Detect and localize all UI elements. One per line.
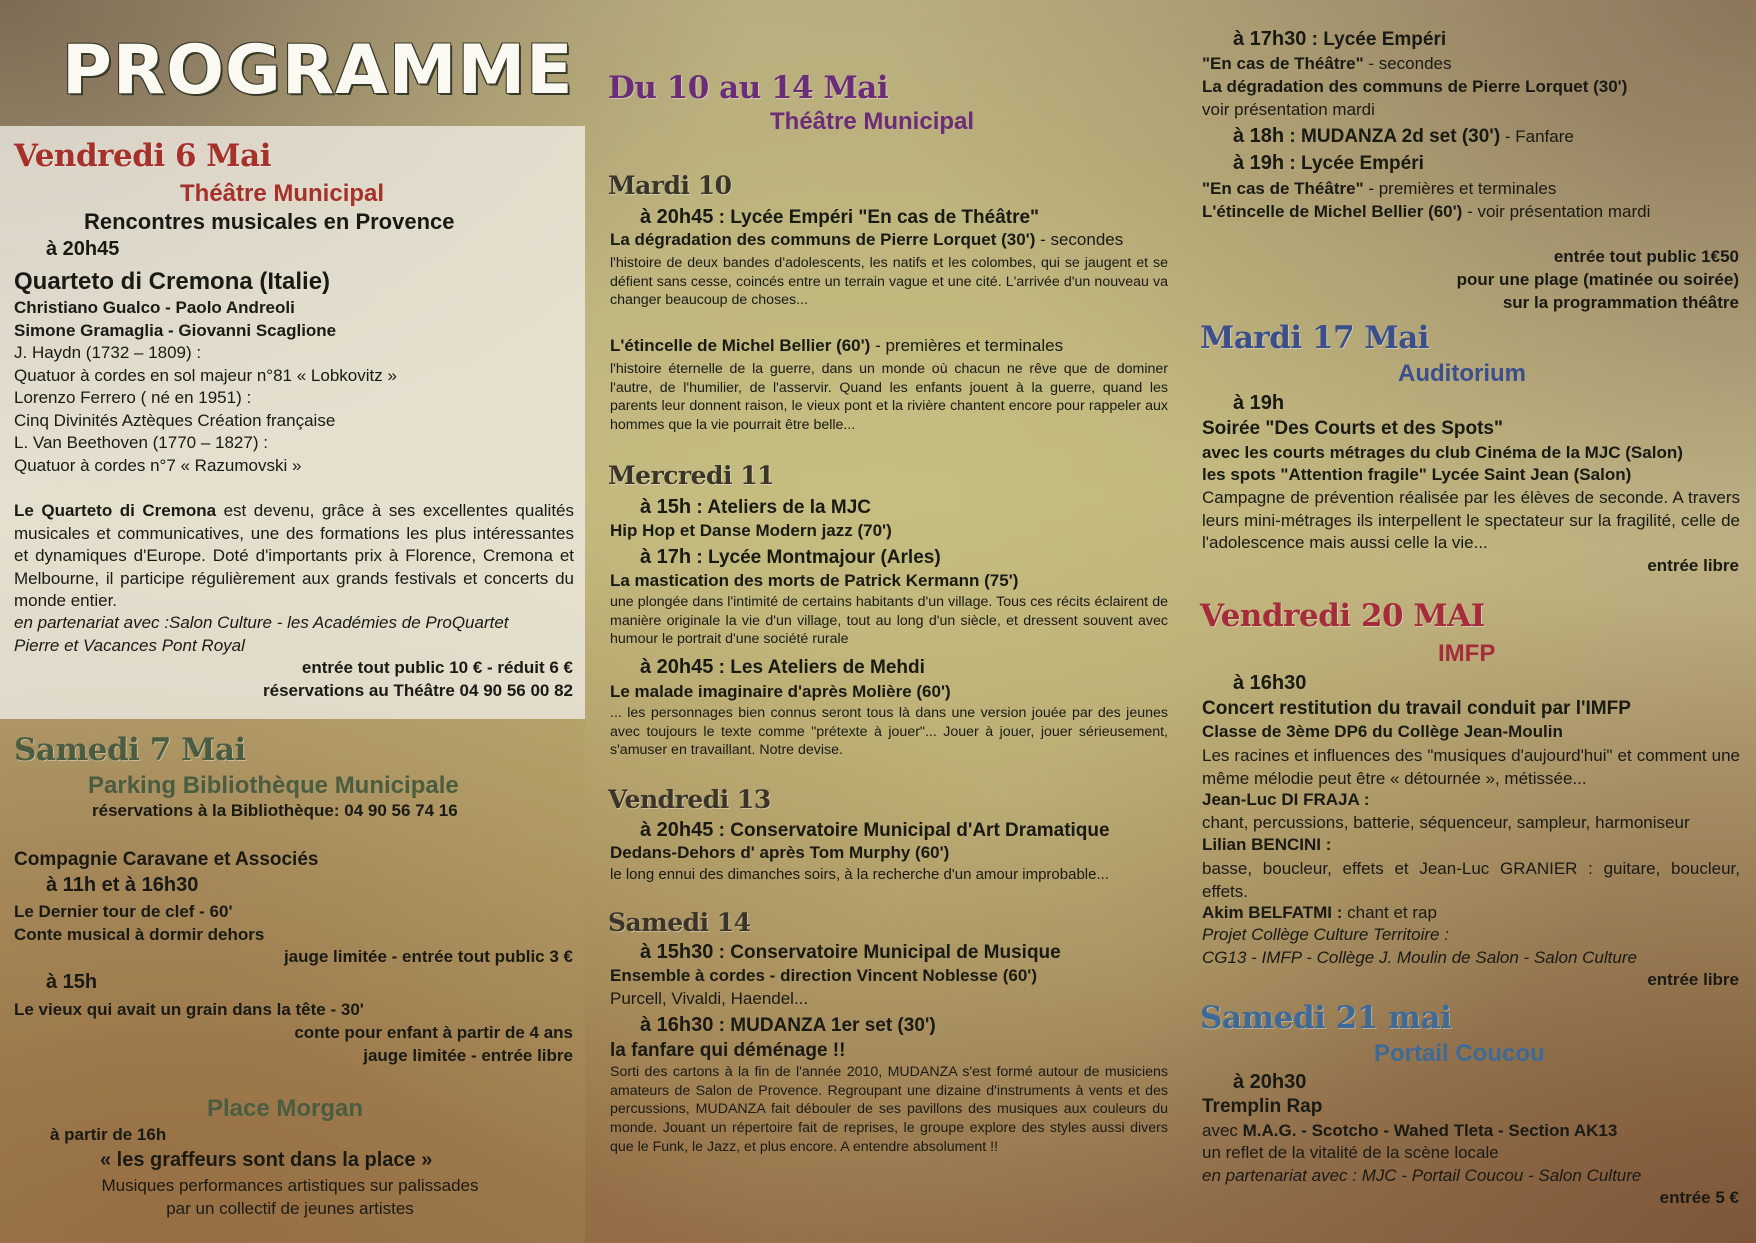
musician-role: basse, boucleur, effets et Jean-Luc GRANIER : guitare, boucleur, effets.: [1202, 859, 1740, 901]
show-title: Dedans-Dehors d' après Tom Murphy (60'): [610, 843, 950, 862]
program-line: Quatuor à cordes n°7 « Razumovski »: [14, 456, 302, 475]
show-subtitle: Musiques performances artistiques sur palissades: [101, 1176, 479, 1195]
day-heading: Vendredi 20 MAI: [1200, 598, 1485, 634]
program-line: Lorenzo Ferrero ( né en 1951) :: [14, 388, 252, 407]
musicians: Simone Gramaglia - Giovanni Scaglione: [14, 321, 337, 340]
period-heading: Du 10 au 14 Mai: [608, 70, 889, 106]
note: voir présentation mardi: [1202, 100, 1375, 119]
show-detail: Classe de 3ème DP6 du Collège Jean-Moulin: [1202, 722, 1563, 741]
event-time: à 17h30: [1233, 28, 1307, 50]
booking: réservations au Théâtre 04 90 56 00 82: [263, 681, 573, 700]
event-title: Rencontres musicales en Provence: [84, 209, 455, 234]
event-line: [640, 206, 1039, 229]
show-detail: [1202, 1121, 1617, 1141]
day-heading: Samedi 14: [608, 908, 751, 937]
play-audience: - Fanfare: [1500, 127, 1574, 146]
day-heading: Samedi 21 mai: [1200, 1000, 1452, 1036]
show-title: Le Dernier tour de clef - 60': [14, 902, 233, 921]
booking: réservations à la Bibliothèque: 04 90 56 74 16: [92, 801, 458, 820]
event-time: à 15h30: [640, 941, 714, 963]
venue: Théâtre Municipal: [770, 108, 975, 135]
info: jauge limitée - entrée libre: [363, 1046, 573, 1065]
info: jauge limitée - entrée tout public 3 €: [283, 947, 573, 966]
company-line: [1202, 54, 1452, 74]
event-line: [1233, 125, 1574, 148]
play-description: l'histoire de deux bandes d'adolescents, les natifs et les colombes, qui se jaugent et se défient sans cesse, coincés entre un terrain vague et une cité. L'arrivée d'un nouveau va changer beaucoup de choses...: [610, 255, 1168, 309]
program-line: Quatuor à cordes en sol majeur n°81 « Lobkovitz »: [14, 366, 397, 385]
musician-line: [1202, 903, 1437, 923]
event-org: : MUDANZA 2d set (30'): [1284, 126, 1501, 147]
day-heading: Mardi 17 Mai: [1200, 320, 1430, 356]
musician-role: chant et rap: [1342, 903, 1437, 922]
play-description: l'histoire éternelle de la guerre, dans un monde où chacun ne rêve que de dominer l'autre, de l'humilier, de l'asservir. Quand les enfants jouent à la guerre, quand les parents leur donnent raison, le vieux pont et la rivière chantent encore pour rappeler aux hommes que la vie pourrait être belle...: [610, 361, 1168, 434]
event-line: [640, 496, 871, 519]
show-description: ... les personnages bien connus seront tous là dans une version jouée par des jeunes avec toujours le texte comme "prétexte à jouer"... Jouer à jouer, jouer sérieusement, s'amuser en travaillant. Notre devise.: [610, 705, 1168, 759]
company: Compagnie Caravane et Associés: [14, 849, 319, 870]
ensemble-description-lead: Le Quarteto di Cremona: [14, 501, 217, 520]
event-time: à 18h: [1233, 125, 1285, 147]
show-subtitle: Conte musical à dormir dehors: [14, 925, 265, 944]
play-audience: - premières et terminales: [870, 336, 1064, 355]
ensemble-description: [14, 500, 574, 613]
show-title: Soirée "Des Courts et des Spots": [1202, 418, 1503, 439]
show-title: Ensemble à cordes - direction Vincent Noblesse (60'): [610, 966, 1037, 985]
event-line: [640, 941, 1061, 964]
musicians: Christiano Gualco - Paolo Andreoli: [14, 298, 295, 317]
price: entrée libre: [1647, 556, 1739, 575]
ensemble-description-text: est devenu, grâce à ses excellentes qualités musicales et communicatives, une des formations les plus intéressantes et dynamiques d'Europe. Doté d'importants prix à Florence, Cremona et Melbourne, il participe régulièrement aux grands festivals et concerts du monde entier.: [14, 501, 574, 611]
event-org: : Conservatoire Municipal de Musique: [713, 942, 1061, 963]
venue: IMFP: [1438, 640, 1496, 667]
event-time: à 15h: [640, 496, 692, 518]
project: CG13 - IMFP - Collège J. Moulin de Salon - Salon Culture: [1202, 948, 1637, 967]
show-description: le long ennui des dimanches soirs, à la recherche d'un amour improbable...: [610, 866, 1109, 883]
play-audience: - premières et terminales: [1363, 179, 1557, 198]
day-heading: Mercredi 11: [608, 461, 775, 490]
page-title: PROGRAMME: [62, 31, 574, 110]
program-line: J. Haydn (1732 – 1809) :: [14, 343, 202, 362]
event-org: : Lycée Empéri: [1284, 153, 1424, 174]
venue: Théâtre Municipal: [180, 180, 385, 207]
show-subtitle: conte pour enfant à partir de 4 ans: [294, 1023, 573, 1042]
show-detail: avec les courts métrages du club Cinéma de la MJC (Salon): [1202, 443, 1683, 462]
event-time: à 20h45: [640, 206, 714, 228]
show-description: un reflet de la vitalité de la scène locale: [1202, 1143, 1499, 1162]
event-time: à 20h45: [640, 819, 714, 841]
show-title: Le malade imaginaire d'après Molière (60'): [610, 682, 951, 701]
musician-name: Lilian BENCINI :: [1202, 835, 1332, 854]
show-description: Purcell, Vivaldi, Haendel...: [610, 989, 809, 1008]
show-title: Le vieux qui avait un grain dans la tête - 30': [14, 1000, 364, 1019]
day-heading: Vendredi 6 Mai: [14, 138, 271, 174]
show-description: Sorti des cartons à la fin de l'année 2010, MUDANZA s'est formé autour de musiciens amateurs de Salon de Provence. Regroupant une dizaine d'instruments à vents et des percussions, MUDANZA fait débouler de ses pavillons des musiques aux couleurs du monde. Jouant un répertoire fait de reprises, le groupe explore des styles aussi divers que le Funk, le Jazz, et plus encore. A entendre absolument !!: [610, 1064, 1168, 1155]
event-time: à 20h45: [640, 656, 714, 678]
event-time: à 19h: [1233, 392, 1285, 414]
play-title: La dégradation des communs de Pierre Lorquet (30'): [1202, 77, 1628, 96]
event-org: : Lycée Montmajour (Arles): [691, 547, 941, 568]
event-time: à partir de 16h: [50, 1125, 167, 1144]
event-time: à 11h et à 16h30: [46, 874, 199, 896]
show-with: avec: [1202, 1121, 1243, 1140]
company-line: [1202, 179, 1556, 199]
event-org: : Ateliers de la MJC: [691, 497, 872, 518]
event-time: à 19h: [1233, 152, 1285, 174]
event-org: : MUDANZA 1er set (30'): [713, 1015, 936, 1036]
play-audience: - secondes: [1363, 54, 1452, 73]
price: entrée libre: [1647, 970, 1739, 989]
play-title: [610, 336, 1063, 356]
play-title-text: L'étincelle de Michel Bellier (60'): [610, 336, 871, 355]
musician-role: chant, percussions, batterie, séquenceur, sampleur, harmoniseur: [1202, 813, 1690, 832]
partner: en partenariat avec : MJC - Portail Coucou - Salon Culture: [1202, 1166, 1642, 1185]
venue: Auditorium: [1398, 360, 1526, 387]
company-name: "En cas de Théâtre": [1202, 179, 1364, 198]
event-org: : Lycée Empéri "En cas de Théâtre": [713, 207, 1040, 228]
show-title: la fanfare qui déménage !!: [610, 1040, 846, 1061]
play-title-text: L'étincelle de Michel Bellier (60'): [1202, 202, 1463, 221]
show-description: une plongée dans l'intimité de certains habitants d'un village. Tous ces récits éclairent de manière originale la vie d'un village, tout au long d'un siècle, et dressent souvent avec humour le portrait d'une société rurale: [610, 594, 1168, 648]
venue: Parking Bibliothèque Municipale: [88, 772, 459, 799]
musician-name: Jean-Luc DI FRAJA :: [1202, 790, 1370, 809]
play-title: [1202, 202, 1650, 222]
price: pour une plage (matinée ou soirée): [1456, 270, 1739, 289]
day-heading: Vendredi 13: [608, 785, 771, 814]
event-org: : Les Ateliers de Mehdi: [713, 657, 925, 678]
company-name: "En cas de Théâtre": [1202, 54, 1364, 73]
event-org: : Conservatoire Municipal d'Art Dramatique: [713, 820, 1110, 841]
musician-name: Akim BELFATMI :: [1202, 903, 1343, 922]
event-time: à 20h45: [46, 238, 120, 260]
event-line: [1233, 152, 1424, 175]
show-description: Les racines et influences des "musiques d'aujourd'hui" et comment une même mélodie peut être « détournée », métissée...: [1202, 746, 1740, 788]
event-line: [640, 1014, 936, 1037]
play-audience: - secondes: [1035, 230, 1124, 249]
show-title: Concert restitution du travail conduit par l'IMFP: [1202, 698, 1631, 719]
show-description: Campagne de prévention réalisée par les élèves de seconde. A travers leurs mini-métrages ils interpellent le spectateur sur la fragilité, celle de l'adolescence mais aussi celle la vie...: [1202, 488, 1740, 553]
event-time: à 20h30: [1233, 1071, 1307, 1093]
ensemble-name: Quarteto di Cremona (Italie): [14, 268, 331, 295]
note: - voir présentation mardi: [1462, 202, 1651, 221]
event-time: à 17h: [640, 546, 692, 568]
show-title: « les graffeurs sont dans la place »: [100, 1149, 433, 1171]
program-line: L. Van Beethoven (1770 – 1827) :: [14, 433, 268, 452]
event-time: à 16h30: [1233, 672, 1307, 694]
event-line: [640, 546, 941, 569]
show-title: La mastication des morts de Patrick Kermann (75'): [610, 571, 1019, 590]
project: Projet Collège Culture Territoire :: [1202, 925, 1449, 944]
day-heading: Samedi 7 Mai: [14, 732, 246, 768]
show-subtitle: par un collectif de jeunes artistes: [166, 1199, 414, 1218]
price: entrée 5 €: [1659, 1188, 1739, 1207]
day-heading: Mardi 10: [608, 171, 732, 200]
show-title: Hip Hop et Danse Modern jazz (70'): [610, 521, 892, 540]
event-time: à 15h: [46, 971, 98, 993]
venue: Portail Coucou: [1374, 1040, 1545, 1067]
partner: en partenariat avec :Salon Culture - les Académies de ProQuartet: [14, 613, 509, 632]
play-title: [610, 230, 1123, 250]
event-line: [640, 656, 925, 679]
program-line: Cinq Divinités Aztèques Création française: [14, 411, 336, 430]
event-line: [1233, 28, 1446, 51]
price: entrée tout public 10 € - réduit 6 €: [301, 658, 573, 677]
event-org: : Lycée Empéri: [1306, 29, 1447, 50]
venue: Place Morgan: [207, 1095, 364, 1122]
price: sur la programmation théâtre: [1502, 293, 1739, 312]
show-title: Tremplin Rap: [1202, 1096, 1323, 1117]
event-time: à 16h30: [640, 1014, 714, 1036]
play-title-text: La dégradation des communs de Pierre Lorquet (30'): [610, 230, 1036, 249]
show-detail: les spots "Attention fragile" Lycée Saint Jean (Salon): [1202, 465, 1632, 484]
event-line: [640, 819, 1110, 842]
artists: M.A.G. - Scotcho - Wahed Tleta - Section AK13: [1242, 1121, 1618, 1140]
partner: Pierre et Vacances Pont Royal: [14, 636, 245, 655]
price: entrée tout public 1€50: [1553, 247, 1739, 266]
